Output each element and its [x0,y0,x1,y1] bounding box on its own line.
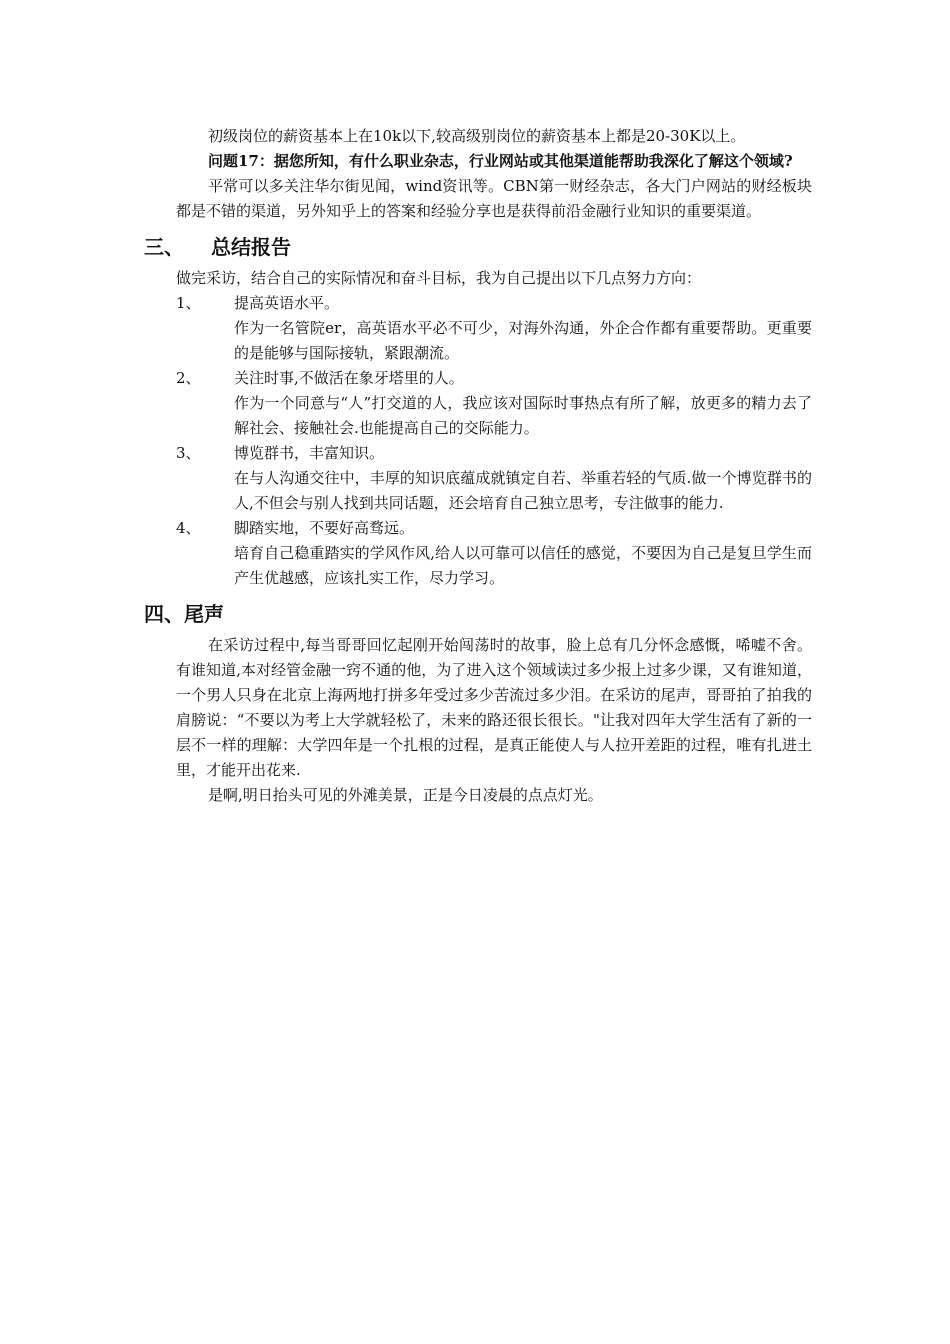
goal-item-body: 作为一名管院er，高英语水平必不可少，对海外沟通，外企合作都有重要帮助。更重要的是能够与国际接轨，紧跟潮流。 [234,319,812,362]
section-3-heading [144,232,812,262]
section-3-lead: 做完采访，结合自己的实际情况和奋斗目标，我为自己提出以下几点努力方向： [176,269,702,287]
epilogue-paragraph-2: 是啊,明日抬头可见的外滩美景，正是今日凌晨的点点灯光。 [208,786,603,804]
goal-item-4 [176,516,812,591]
section-4-title: 四、尾声 [144,602,224,626]
section-4-heading [144,599,812,629]
epilogue-paragraph-1: 在采访过程中,每当哥哥回忆起刚开始闯荡时的故事，脸上总有几分怀念感慨，唏嘘不舍。有谁知道,本对经管金融一窍不通的他，为了进入这个领域读过多少报上过多少课，又有谁知道，一个男人只身在北京上海两地打拼多年受过多少苦流过多少泪。在采访的尾声，哥哥拍了拍我的肩膀说：“不要以为考上大学就轻松了，未来的路还很长很长。"让我对四年大学生活有了新的一层不一样的理解：大学四年是一个扎根的过程，是真正能使人与人拉开差距的过程，唯有扎进土里，才能开出花来. [176,636,812,779]
goal-item-title: 脚踏实地，不要好高骛远。 [234,519,415,537]
goal-item-number: 4、 [176,519,201,537]
goal-item-body: 作为一个同意与“人”打交道的人，我应该对国际时事热点有所了解，放更多的精力去了解社会、接触社会.也能提高自己的交际能力。 [234,394,812,437]
goal-item-3 [176,441,812,516]
section-3-number: 三、 [144,235,184,259]
salary-paragraph: 初级岗位的薪资基本上在10k以下,较高级别岗位的薪资基本上都是20-30K以上。 [208,127,746,145]
goal-item-number: 2、 [176,369,201,387]
document-body [144,124,812,808]
goal-item-title: 博览群书，丰富知识。 [234,444,385,462]
answer-17: 平常可以多关注华尔街见闻，wind资讯等。CBN第一财经杂志，各大门户网站的财经板块都是不错的渠道，另外知乎上的答案和经验分享也是获得前沿金融行业知识的重要渠道。 [176,177,812,220]
goal-item-title: 提高英语水平。 [234,294,340,312]
goal-item-2 [176,366,812,441]
goal-item-number: 3、 [176,444,201,462]
goal-item-title: 关注时事,不做活在象牙塔里的人。 [234,369,464,387]
goal-item-body: 在与人沟通交往中，丰厚的知识底蕴成就镇定自若、举重若轻的气质.做一个博览群书的人,不但会与别人找到共同话题，还会培育自己独立思考，专注做事的能力. [234,469,812,512]
goal-item-1 [176,291,812,366]
section-3-title: 总结报告 [211,235,291,259]
goal-item-body: 培育自己稳重踏实的学风作风,给人以可靠可以信任的感觉，不要因为自己是复旦学生而产生优越感，应该扎实工作，尽力学习。 [234,544,812,587]
goal-item-number: 1、 [176,294,201,312]
question-17: 问题17：据您所知，有什么职业杂志，行业网站或其他渠道能帮助我深化了解这个领域? [208,152,793,170]
